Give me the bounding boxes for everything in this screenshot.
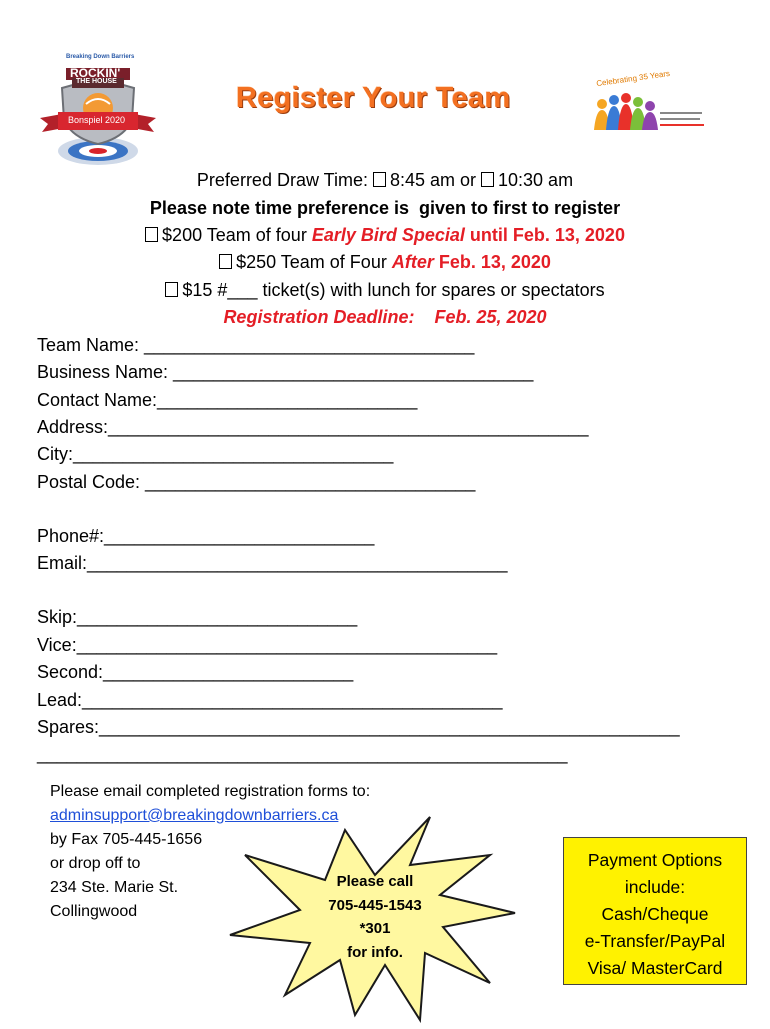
payment-options-box (563, 837, 747, 985)
callout-extension: *301 (359, 920, 391, 937)
option-15-checkbox[interactable] (165, 282, 178, 297)
callout-text (300, 870, 450, 964)
team-name-field[interactable]: Team Name: _________________________________ (37, 335, 475, 355)
skip-field[interactable]: Skip:____________________________ (37, 607, 358, 627)
option-250-b: After (391, 252, 434, 272)
spares-field[interactable]: Spares:__________________________________________________________ (37, 717, 680, 737)
spares-continuation-line[interactable]: _____________________________________________________ (37, 744, 568, 764)
draw-time-a: 8:45 am or (389, 170, 482, 190)
draw-time-b: 10:30 am (498, 170, 574, 190)
option-250-a: $250 Team of Four (236, 252, 392, 272)
payment-line-3: Cash/Cheque (601, 904, 709, 924)
page-title: Register Your Team (236, 82, 511, 114)
contact-city: Collingwood (50, 903, 138, 920)
callout-line-1: Please call (336, 873, 414, 890)
registration-deadline: Registration Deadline: Feb. 25, 2020 (223, 307, 547, 327)
option-15 (0, 280, 770, 301)
logo-rockin-text: ROCKIN' (70, 66, 121, 80)
payment-line-5: Visa/ MasterCard (587, 958, 723, 978)
option-250-c: Feb. 13, 2020 (433, 252, 551, 272)
postal-code-field[interactable]: Postal Code: _________________________________ (37, 472, 476, 492)
draw-845-checkbox[interactable] (373, 172, 386, 187)
address-field[interactable]: Address:________________________________________________ (37, 417, 589, 437)
lead-field[interactable]: Lead:__________________________________________ (37, 690, 503, 710)
draw-time-prefix: Preferred Draw Time: (196, 170, 373, 190)
option-200-c: until Feb. 13, 2020 (464, 225, 625, 245)
business-name-field[interactable]: Business Name: ____________________________________ (37, 362, 534, 382)
payment-line-2: include: (624, 877, 686, 897)
callout-line-4: for info. (347, 943, 403, 961)
option-200-a: $200 Team of four (162, 225, 312, 245)
payment-line-4: e-Transfer/PayPal (584, 931, 726, 951)
option-200 (0, 225, 770, 246)
contact-drop-off: or drop off to (50, 855, 141, 872)
payment-line-1: Payment Options (587, 850, 723, 870)
anniversary-logo (588, 70, 712, 136)
vice-field[interactable]: Vice:__________________________________________ (37, 635, 498, 655)
phone-field[interactable]: Phone#:___________________________ (37, 526, 375, 546)
contact-email-link[interactable]: adminsupport@breakingdownbarriers.ca (50, 807, 339, 824)
preference-note: Please note time preference is given to first to register (149, 198, 621, 218)
contact-street: 234 Ste. Marie St. (50, 879, 179, 896)
option-250-checkbox[interactable] (219, 254, 232, 269)
bonspiel-logo (28, 48, 168, 172)
logo-top-text: Breaking Down Barriers (66, 54, 135, 60)
contact-fax: by Fax 705-445-1656 (50, 831, 203, 848)
email-field[interactable]: Email:__________________________________________ (37, 553, 508, 573)
city-field[interactable]: City:________________________________ (37, 444, 394, 464)
logo-house-text: THE HOUSE (76, 78, 117, 85)
contact-name-field[interactable]: Contact Name:__________________________ (37, 390, 418, 410)
second-field[interactable]: Second:_________________________ (37, 662, 354, 682)
logo-banner-text: Bonspiel 2020 (68, 115, 126, 125)
draw-1030-checkbox[interactable] (481, 172, 494, 187)
option-200-checkbox[interactable] (145, 227, 158, 242)
option-15-text: $15 #___ ticket(s) with lunch for spares or spectators (182, 280, 605, 300)
contact-intro: Please email completed registration forms to: (50, 783, 371, 800)
callout-phone: 705-445-1543 (328, 896, 422, 914)
anniversary-logo-text: Celebrating 35 Years (595, 68, 671, 89)
option-200-b: Early Bird Special (311, 225, 465, 245)
option-250 (0, 252, 770, 273)
draw-time-line (0, 170, 770, 191)
